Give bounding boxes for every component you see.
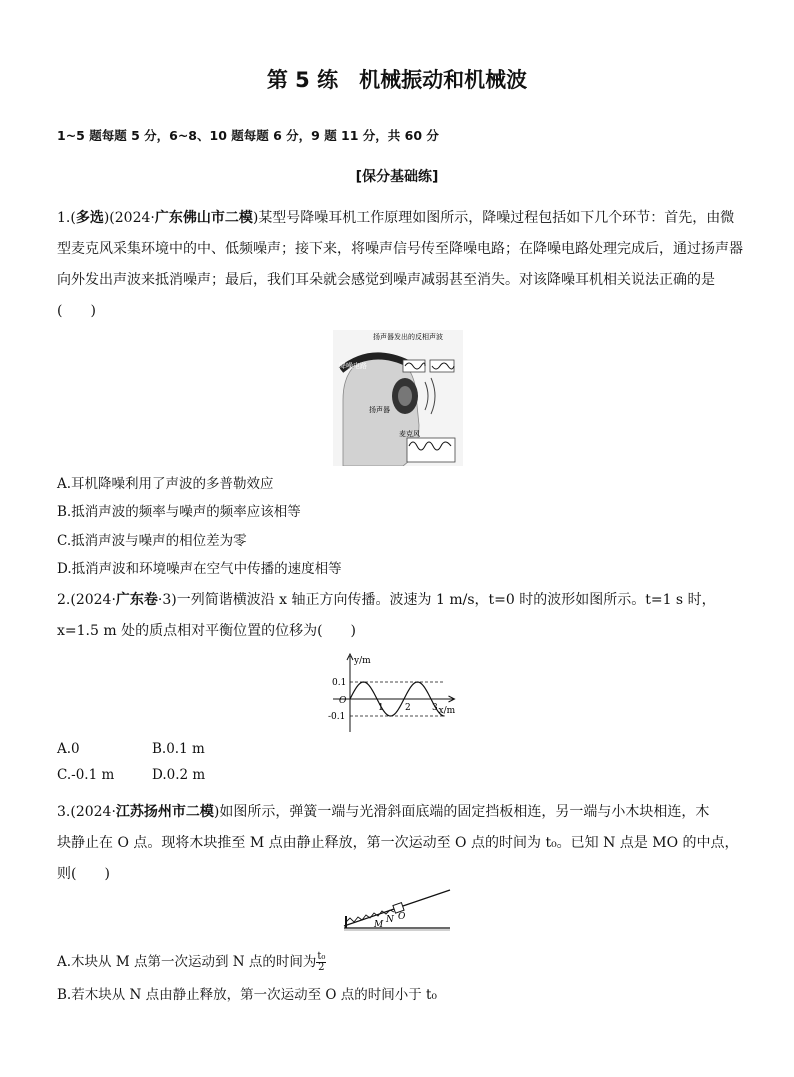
q1-option-a: A.耳机降噪利用了声波的多普勒效应 [57, 476, 274, 492]
x-tick-label: 3 [432, 703, 438, 713]
question-1-stem: 1.(多选)(2024·广东佛山市二模)某型号降噪耳机工作原理如图所示，降噪过程包括如下几个环节：首先，由微型麦克风采集环境中的中、低频噪声；接下来，将噪声信号传至降噪电路；在降噪电路处理完成后，通过扬声器向外发出声波来抵消噪声；最后，我们耳朵就会感觉到噪声减弱甚至消失。对该降噪耳机相关说法正确的是( ) [57, 210, 743, 319]
x-axis-label: x/m [438, 706, 456, 716]
figure-label-circuit: 降噪电路 [339, 362, 367, 370]
question-2-stem: 2.(2024·广东卷·3)一列简谐横波沿 x 轴正方向传播。波速为 1 m/s，t=0 时的波形如图所示。t=1 s 时，x=1.5 m 处的质点相对平衡位置的位移为( ) [57, 592, 716, 639]
q3-option-b: B.若木块从 N 点由静止释放，第一次运动至 O 点的时间小于 t₀ [57, 987, 437, 1003]
scoring-note: 1~5 题每题 5 分，6~8、10 题每题 6 分，9 题 11 分，共 60 分 [57, 128, 439, 143]
x-tick-label: 2 [405, 703, 411, 713]
q2-option-c: C.-0.1 m [57, 767, 115, 783]
q2-option-a: A.0 [57, 741, 80, 757]
y-tick-label: -0.1 [328, 712, 346, 722]
q1-option-c: C.抵消声波与噪声的相位差为零 [57, 533, 247, 549]
figure-label-reverse-wave: 扬声器发出的反相声波 [373, 333, 443, 341]
q2-option-b: B.0.1 m [152, 741, 205, 757]
point-n-label: N [386, 915, 394, 925]
noise-cancel-headphone-figure [333, 330, 463, 466]
q3-option-a: A.木块从 M 点第一次运动到 N 点的时间为 $\frac{\text{t₀}}{2}$ [57, 951, 326, 973]
incline-spring-figure [340, 882, 452, 932]
point-o-label: O [398, 912, 406, 922]
point-m-label: M [374, 920, 384, 930]
y-axis-label: y/m [354, 656, 371, 666]
figure-label-speaker: 扬声器 [369, 406, 390, 414]
q1-option-b: B.抵消声波的频率与噪声的频率应该相等 [57, 504, 301, 520]
x-tick-label: 1 [378, 703, 384, 713]
y-tick-label: 0.1 [332, 678, 347, 688]
q3-option-a-fraction: $\frac{\text{t₀}}{2}$ [317, 951, 326, 973]
figure-label-mic: 麦克风 [399, 430, 420, 438]
page-title: 第 5 练 机械振动和机械波 [266, 68, 528, 92]
question-3-stem: 3.(2024·江苏扬州市二模)如图所示，弹簧一端与光滑斜面底端的固定挡板相连，另一端与小木块相连，木 块静止在 O 点。现将木块推至 M 点由静止释放，第一次运动至 O 点的时间为 t₀。已知 N 点是 MO 的中点， 则( ) [57, 804, 739, 882]
q2-option-d: D.0.2 m [152, 767, 206, 783]
origin-label: O [339, 696, 347, 706]
wave-chart [315, 652, 480, 736]
section-heading: [保分基础练] [355, 169, 439, 185]
q1-option-d: D.抵消声波和环境噪声在空气中传播的速度相等 [57, 561, 342, 577]
